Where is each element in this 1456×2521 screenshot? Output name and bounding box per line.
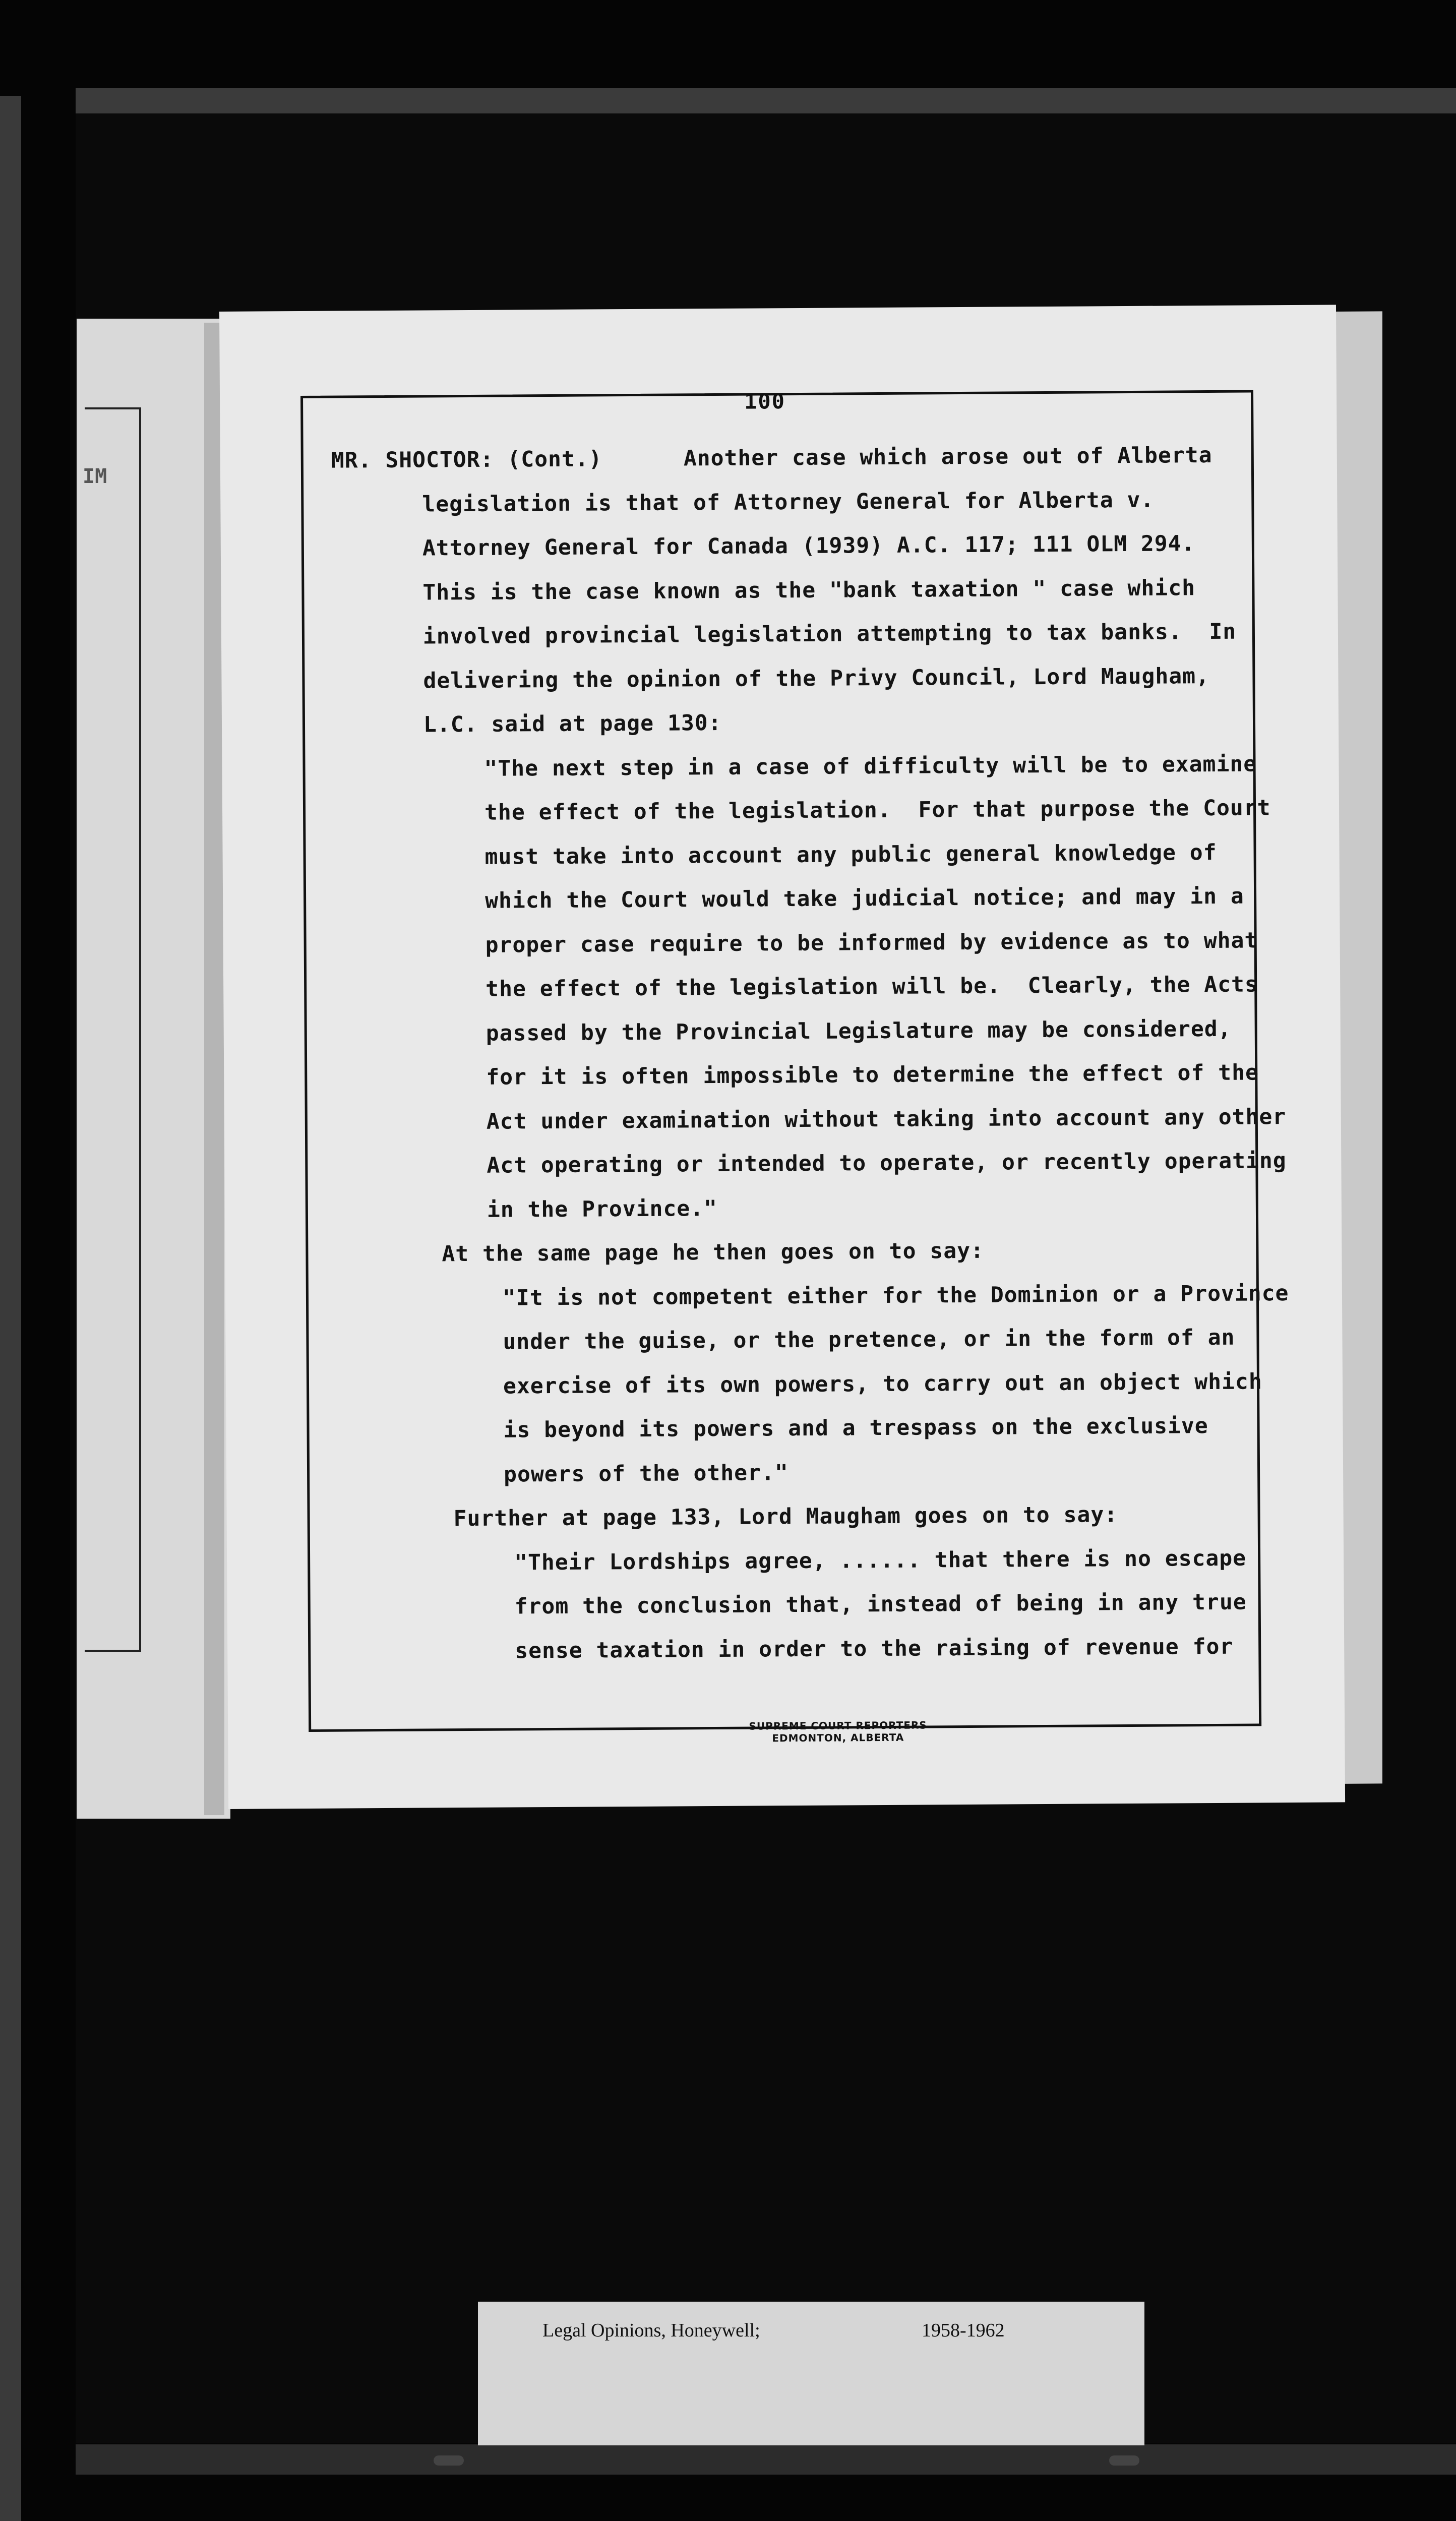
text-line: from the conclusion that, instead of being in any true xyxy=(514,1589,1247,1619)
text-line: exercise of its own powers, to carry out an object which xyxy=(503,1368,1262,1399)
page-number: 100 xyxy=(744,389,786,414)
previous-page-text: IM xyxy=(83,465,107,488)
text-line: MR. SHOCTOR: (Cont.) Another case which arose out of Alberta xyxy=(331,442,1212,473)
film-bottom-strip xyxy=(76,2444,1456,2475)
text-line: must take into account any public general knowledge of xyxy=(484,839,1217,870)
text-line: "It is not competent either for the Dominion or a Province xyxy=(502,1280,1289,1311)
text-line: At the same page he then goes on to say: xyxy=(442,1238,985,1267)
reporter-stamp-line1: SUPREME COURT REPORTERS xyxy=(749,1719,927,1732)
archive-label-card xyxy=(478,2302,1144,2445)
text-line: for it is often impossible to determine the effect of the xyxy=(486,1060,1259,1090)
text-line: the effect of the legislation will be. Clearly, the Acts xyxy=(486,972,1258,1002)
text-line: This is the case known as the "bank taxation " case which xyxy=(422,575,1196,606)
text-line: in the Province." xyxy=(487,1195,718,1223)
text-line: Act under examination without taking into account any other xyxy=(486,1104,1287,1134)
text-line: under the guise, or the pretence, or in the form of an xyxy=(503,1325,1235,1355)
text-line: L.C. said at page 130: xyxy=(423,710,722,738)
reporter-stamp-line2: EDMONTON, ALBERTA xyxy=(772,1731,904,1745)
text-line: sense taxation in order to the raising of revenue for xyxy=(515,1634,1234,1663)
text-line: powers of the other." xyxy=(503,1460,788,1487)
film-top-strip xyxy=(76,88,1456,113)
text-line: is beyond its powers and a trespass on the exclusive xyxy=(503,1413,1208,1443)
text-line: legislation is that of Attorney General for Alberta v. xyxy=(422,487,1155,517)
reel-sprocket xyxy=(1109,2455,1139,2466)
text-line: proper case require to be informed by evidence as to what xyxy=(485,927,1258,958)
text-line: passed by the Provincial Legislature may be considered, xyxy=(486,1016,1232,1046)
reporter-stamp xyxy=(707,1719,969,1745)
text-line: which the Court would take judicial notice; and may in a xyxy=(484,883,1245,914)
text-line: "Their Lordships agree, ...... that there is no escape xyxy=(514,1545,1247,1575)
text-line: Further at page 133, Lord Maugham goes on to say: xyxy=(453,1502,1118,1532)
film-left-edge xyxy=(0,96,21,2521)
text-line: involved provincial legislation attempting to tax banks. In xyxy=(422,619,1237,649)
reel-sprocket xyxy=(434,2455,464,2466)
text-line: Attorney General for Canada (1939) A.C. 117; 111 OLM 294. xyxy=(422,531,1195,561)
text-line: the effect of the legislation. For that purpose the Court xyxy=(484,795,1271,825)
text-line: Act operating or intended to operate, or recently operating xyxy=(487,1148,1287,1178)
label-title: Legal Opinions, Honeywell; xyxy=(542,2320,760,2341)
previous-page-frame xyxy=(85,407,141,1652)
label-dates: 1958-1962 xyxy=(922,2320,1005,2341)
text-line: delivering the opinion of the Privy Council, Lord Maugham, xyxy=(423,663,1210,694)
text-line: "The next step in a case of difficulty will be to examine xyxy=(484,751,1257,782)
document-page xyxy=(219,305,1345,1809)
